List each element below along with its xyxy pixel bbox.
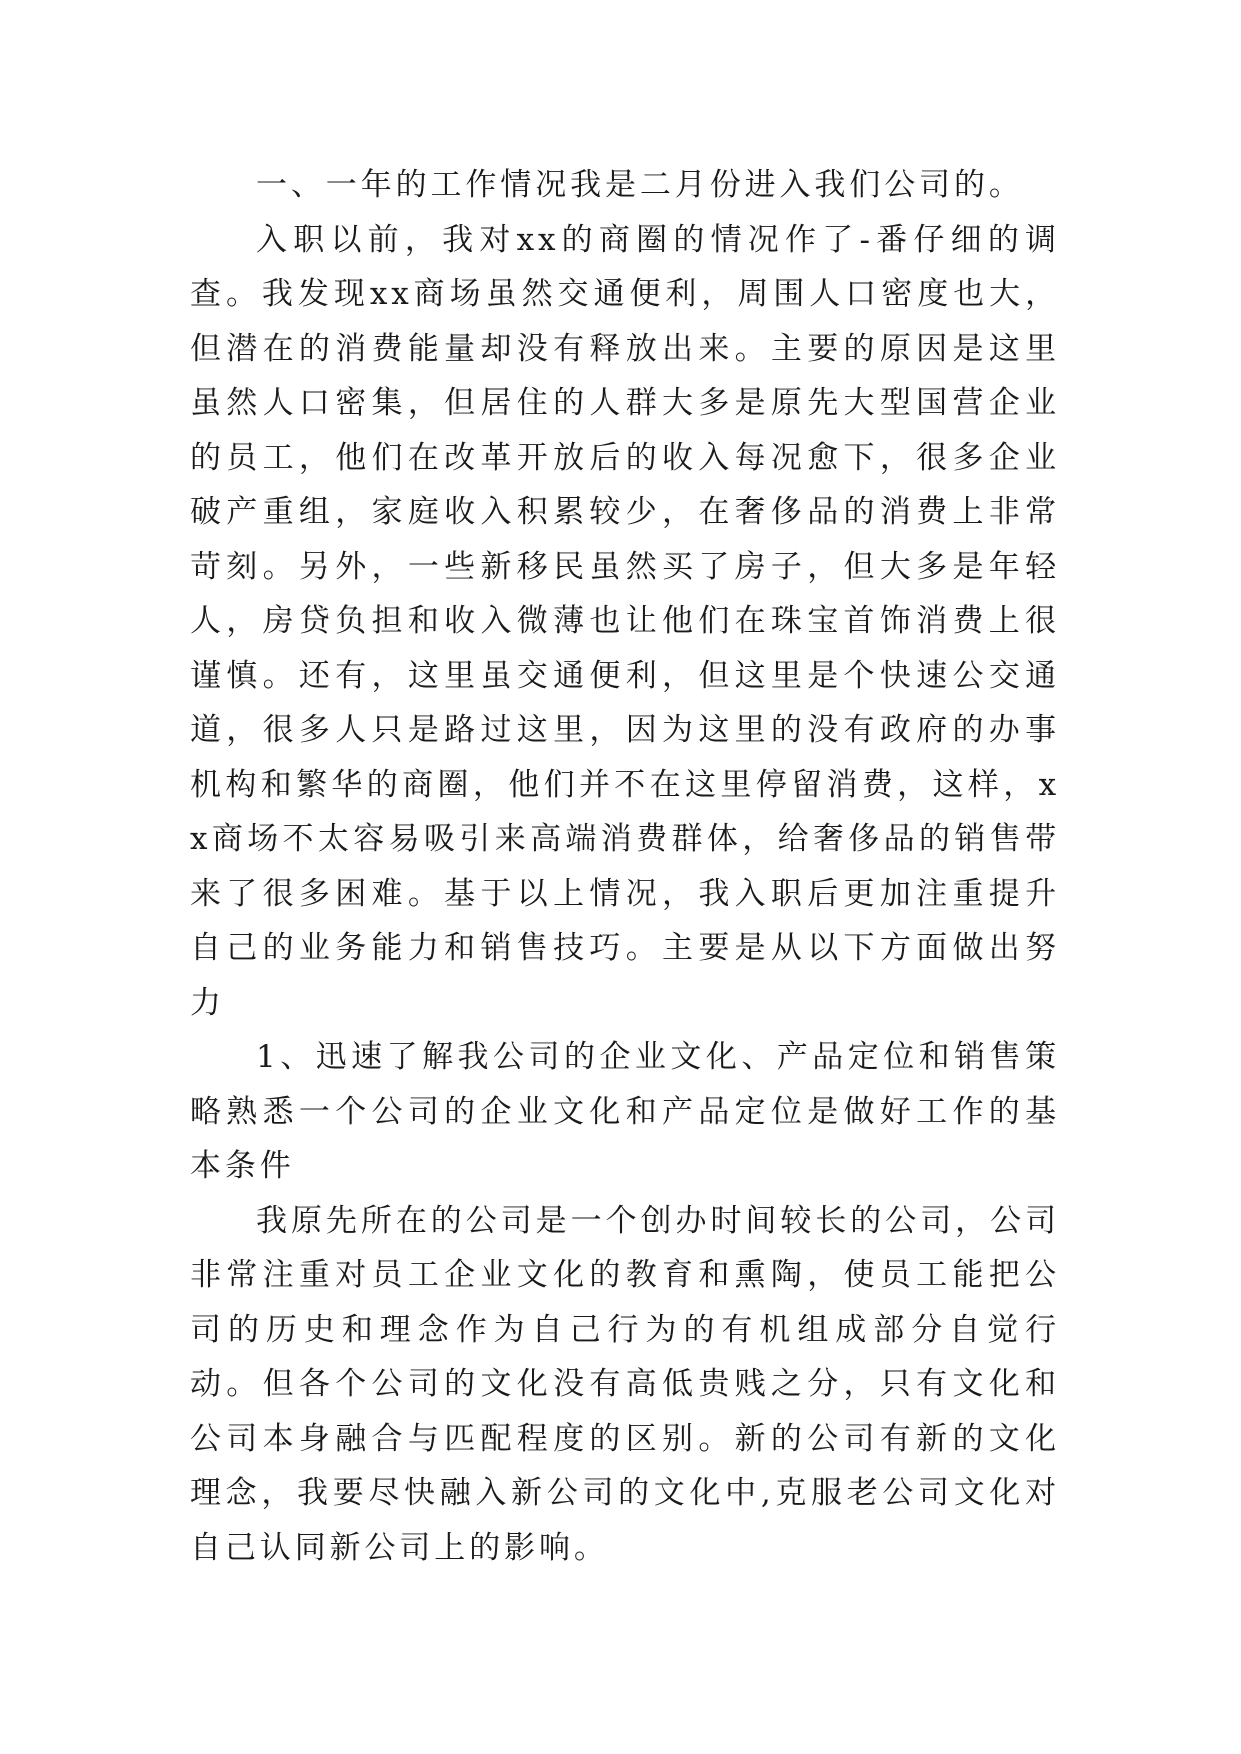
paragraph-item-1: 1、迅速了解我公司的企业文化、产品定位和销售策略熟悉一个公司的企业文化和产品定位是做好工作的基本条件 [190,1039,1060,1184]
paragraph-market-analysis: 入职以前，我对xx的商圈的情况作了-番仔细的调查。我发现xx商场虽然交通便利，周围人口密度也大，但潜在的消费能量却没有释放出来。主要的原因是这里虽然人口密集，但居住的人群大多是原先大型国营企业的员工，他们在改革开放后的收入每况愈下，很多企业破产重组，家庭收入积累较少，在奢侈品的消费上非常苛刻。另外，一些新移民虽然买了房子，但大多是年轻人，房贷负担和收入微薄也让他们在珠宝首饰消费上很谨慎。还有，这里虽交通便利，但这里是个快速公交通道，很多人只是路过这里，因为这里的没有政府的办事机构和繁华的商圈，他们并不在这里停留消费，这样，xx商场不太容易吸引来高端消费群体，给奢侈品的销售带来了很多困难。基于以上情况，我入职后更加注重提升自己的业务能力和销售技巧。主要是从以下方面做出努力 [190,221,1060,1021]
paragraph-work-summary-heading: 一、一年的工作情况我是二月份进入我们公司的。 [256,167,1024,203]
paragraph-company-culture: 我原先所在的公司是一个创办时间较长的公司，公司非常注重对员工企业文化的教育和熏陶，使员工能把公司的历史和理念作为自己行为的有机组成部分自觉行动。但各个公司的文化没有高低贵贱之分，只有文化和公司本身融合与匹配程度的区别。新的公司有新的文化理念，我要尽快融入新公司的文化中,克服老公司文化对自己认同新公司上的影响。 [190,1202,1060,1566]
document-body [190,158,1060,1575]
